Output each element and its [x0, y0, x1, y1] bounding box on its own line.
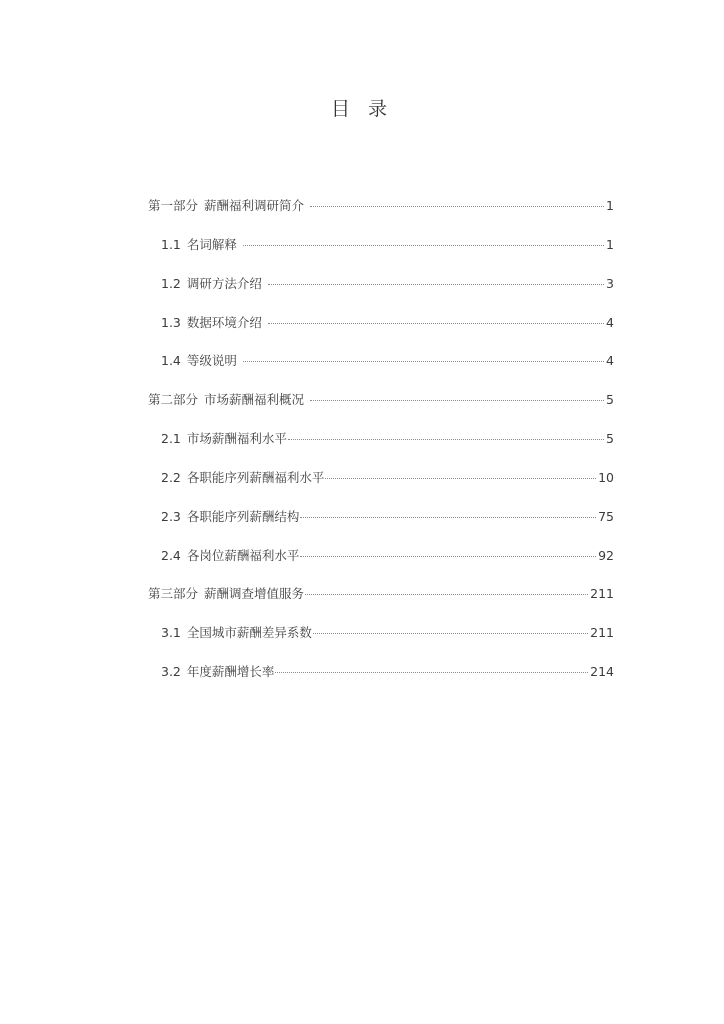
toc-dot-leader	[275, 671, 588, 673]
toc-entry[interactable]	[148, 429, 614, 468]
toc-entry-label	[148, 196, 304, 214]
toc-dot-leader	[313, 632, 588, 634]
toc-entry[interactable]	[148, 196, 614, 235]
toc-entry[interactable]	[148, 274, 614, 313]
toc-entry-number: 2.4	[161, 547, 181, 563]
toc-dot-leader	[305, 593, 588, 595]
toc-entry-number: 1.2	[161, 275, 181, 291]
toc-entry-label	[161, 351, 237, 369]
toc-page-number: 10	[598, 469, 614, 485]
toc-entry[interactable]	[148, 351, 614, 390]
toc-entry-number: 第三部分	[148, 586, 199, 602]
toc-entry-label	[161, 429, 287, 447]
toc-entry-text: 调研方法介绍	[186, 275, 262, 291]
toc-entry-number: 3.1	[161, 625, 181, 641]
toc-entry[interactable]	[148, 468, 614, 507]
toc-entry[interactable]	[148, 584, 614, 623]
toc-entry-text: 各岗位薪酬福利水平	[186, 547, 300, 563]
toc-entry-text: 全国城市薪酬差异系数	[186, 625, 312, 641]
toc-entry-number: 1.1	[161, 236, 181, 252]
toc-entry-text: 数据环境介绍	[186, 314, 262, 330]
toc-entry-label	[161, 623, 312, 641]
toc-title: 目 录	[330, 98, 394, 120]
toc-page-number: 211	[590, 625, 614, 641]
toc-entry-label	[148, 390, 304, 408]
toc-entry-label	[161, 662, 274, 680]
toc-page-number: 214	[590, 664, 614, 680]
toc-entry-number: 1.4	[161, 353, 181, 369]
toc-entry[interactable]	[148, 235, 614, 274]
toc-entry-text: 名词解释	[186, 236, 237, 252]
toc-entry-text: 各职能序列薪酬福利水平	[186, 469, 325, 485]
toc-entry-number: 1.3	[161, 314, 181, 330]
toc-dot-leader	[268, 322, 604, 324]
toc-entry-label	[161, 468, 324, 486]
toc-dot-leader	[243, 360, 604, 362]
toc-entry[interactable]	[148, 507, 614, 546]
toc-dot-leader	[243, 244, 604, 246]
toc-page-number: 5	[606, 431, 614, 447]
toc-page-number: 4	[606, 353, 614, 369]
toc-page-number: 1	[606, 198, 614, 213]
toc-entry[interactable]	[148, 623, 614, 662]
toc-entry-label	[161, 507, 299, 525]
toc-entry-text: 各职能序列薪酬结构	[186, 508, 300, 524]
toc-entry-text: 市场薪酬福利概况	[204, 392, 305, 408]
toc-page-number: 75	[598, 508, 614, 524]
toc-entry-number: 第二部分	[148, 392, 199, 408]
toc-page-number: 5	[606, 392, 614, 408]
toc-dot-leader	[300, 516, 596, 518]
toc-dot-leader	[310, 205, 604, 207]
toc-page-number: 3	[606, 275, 614, 291]
toc-entry-number: 2.2	[161, 469, 181, 485]
toc-dot-leader	[310, 399, 604, 401]
toc-entry-text: 薪酬调查增值服务	[204, 586, 305, 602]
toc-entry-number: 3.2	[161, 664, 181, 680]
toc-list	[148, 196, 614, 701]
toc-page-number: 1	[606, 236, 614, 252]
toc-entry-text: 薪酬福利调研简介	[204, 198, 305, 213]
toc-entry[interactable]	[148, 662, 614, 701]
toc-entry-label	[148, 584, 304, 602]
toc-page-number: 211	[590, 586, 614, 602]
toc-entry-text: 市场薪酬福利水平	[186, 431, 287, 447]
toc-entry-label	[161, 274, 262, 292]
toc-entry-label	[161, 235, 237, 253]
toc-page-number: 92	[598, 547, 614, 563]
toc-page-number: 4	[606, 314, 614, 330]
toc-entry-number: 2.3	[161, 508, 181, 524]
toc-entry[interactable]	[148, 390, 614, 429]
toc-dot-leader	[268, 283, 604, 285]
toc-entry-text: 等级说明	[186, 353, 237, 369]
toc-entry-label	[161, 313, 262, 331]
toc-dot-leader	[288, 438, 604, 440]
toc-entry-number: 2.1	[161, 431, 181, 447]
toc-dot-leader	[325, 477, 596, 479]
toc-entry-label	[161, 546, 299, 564]
toc-entry[interactable]	[148, 546, 614, 585]
toc-dot-leader	[300, 555, 596, 557]
toc-entry[interactable]	[148, 313, 614, 352]
toc-entry-number: 第一部分	[148, 198, 199, 213]
toc-entry-text: 年度薪酬增长率	[186, 664, 275, 680]
